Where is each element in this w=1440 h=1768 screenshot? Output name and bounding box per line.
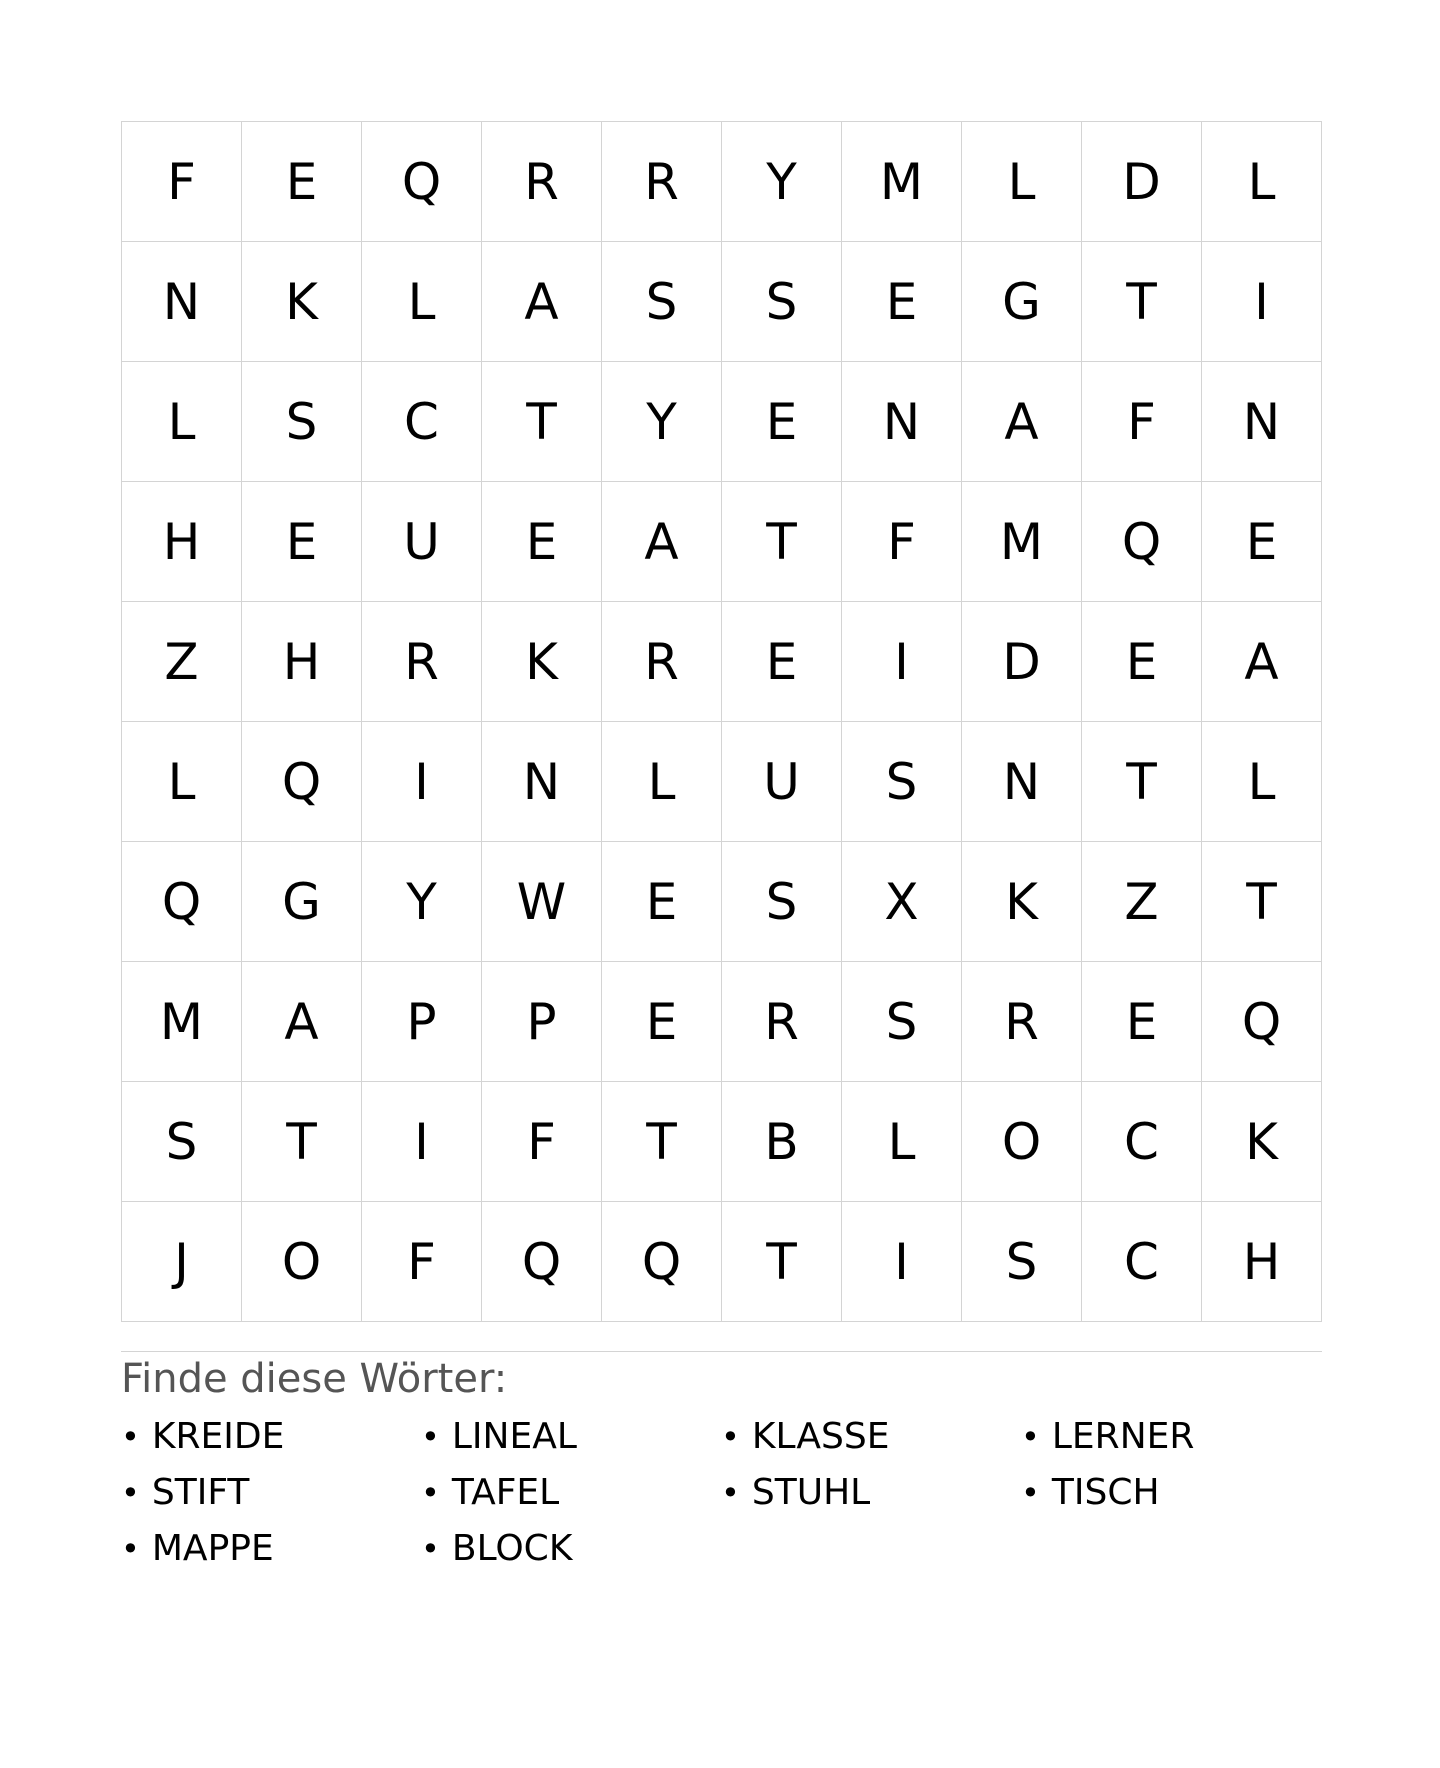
grid-cell[interactable]: E	[722, 362, 842, 482]
grid-cell[interactable]: G	[962, 242, 1082, 362]
word-label: BLOCK	[451, 1528, 573, 1569]
grid-cell[interactable]: A	[242, 962, 362, 1082]
grid-cell[interactable]: R	[962, 962, 1082, 1082]
grid-cell[interactable]: N	[962, 722, 1082, 842]
word-label: LINEAL	[451, 1416, 577, 1457]
grid-cell[interactable]: T	[1082, 242, 1202, 362]
grid-cell[interactable]: T	[1202, 842, 1322, 962]
bullet-icon: •	[121, 1474, 140, 1512]
grid-cell[interactable]: G	[242, 842, 362, 962]
grid-cell[interactable]: A	[602, 482, 722, 602]
grid-cell[interactable]: L	[602, 722, 722, 842]
grid-cell[interactable]: F	[362, 1202, 482, 1322]
grid-cell[interactable]: K	[962, 842, 1082, 962]
grid-cell[interactable]: Q	[122, 842, 242, 962]
grid-cell[interactable]: F	[482, 1082, 602, 1202]
grid-cell[interactable]: A	[962, 362, 1082, 482]
word-label: MAPPE	[151, 1528, 274, 1569]
bullet-icon: •	[721, 1474, 740, 1512]
word-label: STIFT	[151, 1472, 250, 1513]
grid-cell[interactable]: Q	[602, 1202, 722, 1322]
word-label: TISCH	[1051, 1472, 1160, 1513]
grid-cell[interactable]: T	[482, 362, 602, 482]
grid-cell[interactable]: Z	[1082, 842, 1202, 962]
grid-cell[interactable]: L	[962, 122, 1082, 242]
bullet-icon: •	[121, 1418, 140, 1456]
grid-cell[interactable]: E	[482, 482, 602, 602]
grid-cell[interactable]: L	[362, 242, 482, 362]
word-label: KREIDE	[151, 1416, 285, 1457]
grid-cell[interactable]: F	[842, 482, 962, 602]
grid-cell[interactable]: S	[722, 842, 842, 962]
word-label: STUHL	[751, 1472, 871, 1513]
word-search-page	[121, 121, 1320, 1570]
grid-cell[interactable]: R	[362, 602, 482, 722]
grid-cell[interactable]: I	[362, 1082, 482, 1202]
grid-cell[interactable]: I	[842, 602, 962, 722]
grid-cell[interactable]: C	[1082, 1202, 1202, 1322]
grid-cell[interactable]: M	[962, 482, 1082, 602]
grid-cell[interactable]: Q	[1082, 482, 1202, 602]
bullet-icon: •	[421, 1530, 440, 1568]
grid-cell[interactable]: M	[842, 122, 962, 242]
grid-cell[interactable]: M	[122, 962, 242, 1082]
grid-cell[interactable]: P	[482, 962, 602, 1082]
grid-cell[interactable]: R	[722, 962, 842, 1082]
word-list-title: Finde diese Wörter:	[121, 1356, 508, 1402]
grid-cell[interactable]: E	[602, 962, 722, 1082]
word-label: KLASSE	[751, 1416, 890, 1457]
grid-cell[interactable]: L	[1202, 722, 1322, 842]
grid-cell[interactable]: Y	[722, 122, 842, 242]
grid-cell[interactable]: O	[242, 1202, 362, 1322]
grid-cell[interactable]: T	[602, 1082, 722, 1202]
grid-cell[interactable]: S	[722, 242, 842, 362]
grid-cell[interactable]: R	[602, 122, 722, 242]
bullet-icon: •	[121, 1530, 140, 1568]
bullet-icon: •	[421, 1418, 440, 1456]
grid-cell[interactable]: F	[122, 122, 242, 242]
grid-cell[interactable]: F	[1082, 362, 1202, 482]
grid-cell[interactable]: Y	[362, 842, 482, 962]
grid-cell[interactable]: I	[842, 1202, 962, 1322]
grid-cell[interactable]: X	[842, 842, 962, 962]
grid-cell[interactable]: I	[1202, 242, 1322, 362]
bullet-icon: •	[1021, 1474, 1040, 1512]
grid-cell[interactable]: T	[242, 1082, 362, 1202]
grid-cell[interactable]: S	[842, 962, 962, 1082]
grid-cell[interactable]: W	[482, 842, 602, 962]
grid-cell[interactable]: K	[1202, 1082, 1322, 1202]
grid-cell[interactable]: N	[1202, 362, 1322, 482]
letter-grid	[121, 121, 1322, 1322]
grid-cell[interactable]: L	[1202, 122, 1322, 242]
grid-cell[interactable]: T	[722, 482, 842, 602]
grid-cell[interactable]: H	[122, 482, 242, 602]
grid-cell[interactable]: N	[842, 362, 962, 482]
grid-cell[interactable]: U	[362, 482, 482, 602]
word-label: LERNER	[1051, 1416, 1195, 1457]
grid-cell[interactable]: K	[482, 602, 602, 722]
grid-cell[interactable]: Q	[242, 722, 362, 842]
grid-cell[interactable]: P	[362, 962, 482, 1082]
word-list	[121, 1416, 1320, 1570]
grid-cell[interactable]: E	[842, 242, 962, 362]
bullet-icon: •	[1021, 1418, 1040, 1456]
grid-cell[interactable]: T	[1082, 722, 1202, 842]
grid-cell[interactable]: A	[482, 242, 602, 362]
word-list-item	[121, 1416, 421, 1458]
grid-cell[interactable]: L	[842, 1082, 962, 1202]
grid-cell[interactable]: S	[962, 1202, 1082, 1322]
bullet-icon: •	[721, 1418, 740, 1456]
word-list-item	[121, 1528, 421, 1570]
grid-cell[interactable]: S	[842, 722, 962, 842]
grid-cell[interactable]: Q	[362, 122, 482, 242]
grid-cell[interactable]: H	[242, 602, 362, 722]
grid-cell[interactable]: R	[482, 122, 602, 242]
word-label: TAFEL	[451, 1472, 560, 1513]
word-list-item	[421, 1528, 721, 1570]
grid-cell[interactable]: Z	[122, 602, 242, 722]
grid-cell[interactable]: L	[122, 722, 242, 842]
grid-cell[interactable]: E	[1082, 962, 1202, 1082]
grid-cell[interactable]: O	[962, 1082, 1082, 1202]
grid-cell[interactable]: H	[1202, 1202, 1322, 1322]
grid-cell[interactable]: E	[722, 602, 842, 722]
grid-cell[interactable]: E	[1202, 482, 1322, 602]
grid-cell[interactable]: R	[602, 602, 722, 722]
word-list-item	[1021, 1472, 1321, 1514]
grid-cell[interactable]: K	[242, 242, 362, 362]
grid-cell[interactable]: C	[1082, 1082, 1202, 1202]
bullet-icon: •	[421, 1474, 440, 1512]
grid-cell[interactable]: D	[1082, 122, 1202, 242]
word-list-item	[421, 1472, 721, 1514]
grid-cell[interactable]: N	[482, 722, 602, 842]
word-list-item	[121, 1472, 421, 1514]
grid-cell[interactable]: T	[722, 1202, 842, 1322]
grid-cell[interactable]: B	[722, 1082, 842, 1202]
grid-cell[interactable]: S	[242, 362, 362, 482]
word-list-item	[1021, 1416, 1321, 1458]
grid-cell[interactable]: E	[242, 482, 362, 602]
word-list-item	[721, 1472, 1021, 1514]
grid-cell[interactable]: C	[362, 362, 482, 482]
grid-cell[interactable]: E	[1082, 602, 1202, 722]
grid-cell[interactable]: S	[122, 1082, 242, 1202]
grid-cell[interactable]: D	[962, 602, 1082, 722]
grid-cell[interactable]: J	[122, 1202, 242, 1322]
grid-cell[interactable]: A	[1202, 602, 1322, 722]
grid-cell[interactable]: S	[602, 242, 722, 362]
grid-cell[interactable]: Y	[602, 362, 722, 482]
word-list-item	[421, 1416, 721, 1458]
divider	[121, 1351, 1322, 1352]
grid-cell[interactable]: Q	[482, 1202, 602, 1322]
grid-cell[interactable]: E	[242, 122, 362, 242]
grid-cell[interactable]: I	[362, 722, 482, 842]
grid-cell[interactable]: N	[122, 242, 242, 362]
word-list-item	[721, 1416, 1021, 1458]
grid-cell[interactable]: E	[602, 842, 722, 962]
grid-cell[interactable]: Q	[1202, 962, 1322, 1082]
grid-cell[interactable]: U	[722, 722, 842, 842]
grid-cell[interactable]: L	[122, 362, 242, 482]
